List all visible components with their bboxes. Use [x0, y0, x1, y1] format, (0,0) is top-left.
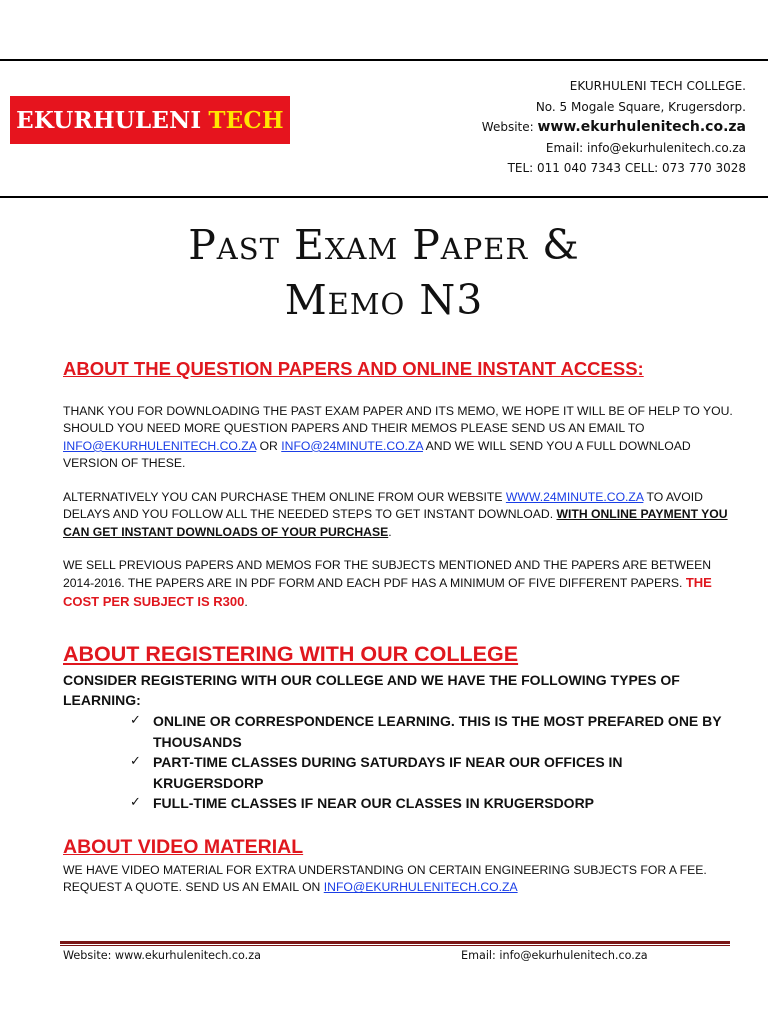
header-top-rule — [0, 59, 768, 61]
list-item-text: ONLINE OR CORRESPONDENCE LEARNING. THIS IS THE MOST PREFARED ONE BY THOUSANDS — [153, 713, 722, 750]
footer-website: Website: www.ekurhulenitech.co.za — [63, 949, 261, 962]
cost-per-subject: THE COST PER SUBJECT IS R300 — [63, 575, 712, 609]
paragraph-text: . — [388, 524, 392, 539]
page-title — [0, 218, 768, 328]
list-item — [130, 711, 730, 752]
logo-text-ekurhuleni: EKURHULENI — [16, 106, 202, 134]
college-address: No. 5 Mogale Square, Krugersdorp. — [535, 99, 746, 114]
list-item — [130, 793, 730, 814]
check-icon: ✓ — [130, 795, 141, 810]
heading-question-papers: ABOUT THE QUESTION PAPERS AND ONLINE INSTANT ACCESS: — [63, 358, 644, 379]
footer-rule-thin — [60, 945, 730, 946]
paragraph-text: OR — [256, 438, 282, 453]
header-bottom-rule — [0, 196, 768, 198]
email-link-video[interactable]: INFO@EKURHULENITECH.CO.ZA — [323, 880, 518, 895]
paragraph-previous-papers — [63, 557, 743, 611]
paragraph-text: TO AVOID DELAYS AND YOU FOLLOW ALL THE NEEDED STEPS TO GET INSTANT DOWNLOAD. — [63, 490, 703, 522]
paragraph-purchase-online — [63, 489, 743, 541]
page-title-line1: Past Exam Paper & — [188, 221, 580, 269]
college-email: Email: info@ekurhulenitech.co.za — [545, 140, 746, 155]
paragraph-text: WE HAVE VIDEO MATERIAL FOR EXTRA UNDERSTANDING ON CERTAIN ENGINEERING SUBJECTS FOR A FEE. REQUEST A QUOTE. SEND US AN EMAIL ON — [63, 863, 707, 895]
email-link-24minute[interactable]: INFO@24MINUTE.CO.ZA — [281, 438, 423, 453]
paragraph-text: AND WE WILL SEND YOU A FULL DOWNLOAD VERSION OF THESE. — [63, 438, 691, 471]
college-logo — [10, 96, 290, 144]
paragraph-thank-you — [63, 403, 743, 473]
college-name: EKURHULENI TECH COLLEGE. — [569, 79, 746, 93]
registering-intro: CONSIDER REGISTERING WITH OUR COLLEGE AND WE HAVE THE FOLLOWING TYPES OF LEARNING: — [63, 672, 680, 708]
footer-rule — [60, 941, 730, 944]
logo-text-tech: TECH — [208, 106, 284, 134]
check-icon: ✓ — [130, 754, 141, 769]
footer-email: Email: info@ekurhulenitech.co.za — [461, 949, 648, 962]
website-link[interactable]: www.ekurhulenitech.co.za — [537, 119, 746, 135]
paragraph-text: ALTERNATIVELY YOU CAN PURCHASE THEM ONLINE FROM OUR WEBSITE — [63, 490, 506, 504]
heading-video-material: ABOUT VIDEO MATERIAL — [63, 836, 304, 858]
header-contact-block — [482, 76, 746, 179]
check-icon: ✓ — [130, 713, 141, 728]
paragraph-text: WE SELL PREVIOUS PAPERS AND MEMOS FOR THE SUBJECTS MENTIONED AND THE PAPERS ARE BETWEEN 2014-2016. THE PAPERS ARE IN PDF FORM AND EACH PDF HAS A MINIMUM OF FIVE DIFFERENT PAPERS. — [63, 558, 712, 591]
list-item — [130, 752, 730, 793]
paragraph-text: THANK YOU FOR DOWNLOADING THE PAST EXAM PAPER AND ITS MEMO, WE HOPE IT WILL BE OF HELP TO YOU. SHOULD YOU NEED MORE QUESTION PAPERS AND THEIR MEMOS PLEASE SEND US AN EMAIL TO — [63, 404, 733, 436]
college-phone: TEL: 011 040 7343 CELL: 073 770 3028 — [507, 161, 746, 175]
website-label: Website: — [481, 120, 538, 134]
email-link-ekurhulenitech[interactable]: INFO@EKURHULENITECH.CO.ZA — [63, 438, 257, 453]
list-item-text: PART-TIME CLASSES DURING SATURDAYS IF NEAR OUR OFFICES IN KRUGERSDORP — [153, 754, 623, 791]
college-website — [482, 117, 746, 138]
website-link-24minute[interactable]: WWW.24MINUTE.CO.ZA — [505, 490, 644, 504]
online-payment-note: WITH ONLINE PAYMENT YOU CAN GET INSTANT DOWNLOADS OF YOUR PURCHASE — [63, 507, 728, 539]
learning-types-list — [130, 711, 730, 814]
paragraph-text: . — [244, 594, 248, 609]
list-item-text: FULL-TIME CLASSES IF NEAR OUR CLASSES IN KRUGERSDORP — [153, 795, 595, 811]
paragraph-video-material — [63, 862, 743, 897]
page-title-line2: Memo N3 — [284, 276, 484, 324]
heading-registering: ABOUT REGISTERING WITH OUR COLLEGE — [63, 642, 519, 666]
